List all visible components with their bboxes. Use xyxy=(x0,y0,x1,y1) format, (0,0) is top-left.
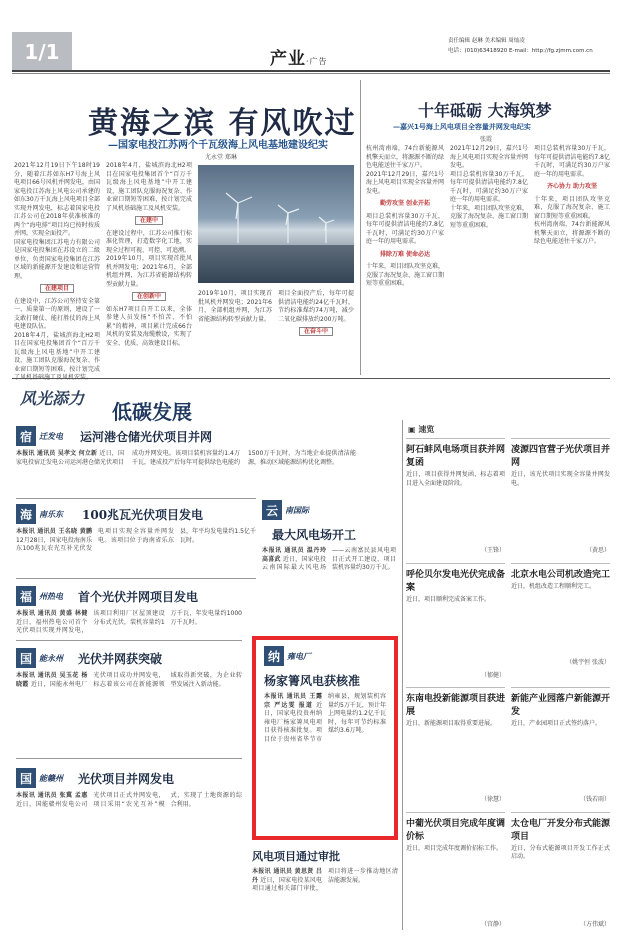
right-top-byline: 张霞 xyxy=(480,136,493,143)
item-text: 近日，国家电投宿迁发电公司运河港仓储光伏项目成功并网发电。该项目装机容量约1.4万千瓦，建成投产后每年可提供绿色电能约1500万千瓦时，为当地企业提供清洁能源，推动区域能源结构优化调整。 xyxy=(16,450,356,466)
right-top-sublabel-3: 齐心协力 助力攻坚 xyxy=(546,183,598,190)
highlight-box xyxy=(252,636,398,840)
item-suqian xyxy=(16,426,356,502)
divider-vertical-2 xyxy=(402,420,403,930)
item-byline: 本报讯 通讯员 吴玉花 杨晓霞 xyxy=(16,672,88,688)
section-divider xyxy=(12,378,610,379)
lead-byline: 尤永堂 郑琳 xyxy=(205,154,237,161)
lead-col-2: 2018年4月，盐城滨海北H2项目在国家电投集团首个“百万千瓦级海上风电基地”中开工建设，施工团队克服海况复杂、作业窗口期短等困难，按计划完成了风机基础施工及风机安装。 在建中 在建设过程中，江苏公司推行标准化管理，打造数字化工地，实现全过程可视、可控、可追溯。 2019年10月，项目实现首批风机并网发电；2021年6月，全部机组并网，为江苏省能源结构转型贡献力量。 在创新中 如东H7项目自开工以来，全体参建人员发扬“不怕苦、不怕累”的精神，项目累计完成66台风机的安装及海缆敷设，实现了安全、优质、高效建设目标。 xyxy=(106,162,192,347)
quick-news-item: 凌源四官营子光伏项目并网 近日，该光伏项目实现全容量并网发电。 （黄思） xyxy=(511,438,610,559)
quick-news-item: 北京水电公司机改造完工 近日，机组改造工程顺利完工。 （姚宇恒 张波） xyxy=(511,563,610,684)
wind-turbines-icon xyxy=(198,165,354,283)
city-name: 迁发电 xyxy=(39,431,63,441)
item-byline: 本报讯 通讯员 温丹玲 高喜武 xyxy=(262,547,326,563)
low-carbon-title: 低碳发展 xyxy=(112,400,192,424)
item-wind-approval xyxy=(252,848,398,940)
highlight-byline: 本报讯 通讯员 王露宗 严达雯 报道 xyxy=(264,693,322,709)
quick-news-byline: （姚宇恒 张波） xyxy=(566,658,610,666)
city-name: 州热电 xyxy=(39,591,63,601)
section-title: 产业·广告 xyxy=(270,49,328,69)
item-divider xyxy=(16,640,242,641)
box-label-2: 在建中 xyxy=(135,216,163,225)
quick-news-title: 太仓电厂开发分布式能源项目 xyxy=(511,818,611,842)
city-badge: 云 xyxy=(262,500,282,520)
quick-news-byline: （郁健） xyxy=(480,671,505,679)
right-top-col-3: 项目总装机容量30万千瓦，每年可提供清洁电能约7.8亿千瓦时，可满足约30万户家庭一年的用电需求。 齐心协力 助力攻坚 十年来，项目团队攻坚克难，克服了海况复杂、施工窗口期短等重重困难。 杭州湾南端，74台新能源风机擎天而立，将源源不断的绿色电能送往千家万户。 xyxy=(534,145,610,245)
section-suffix: ·广告 xyxy=(306,57,328,66)
right-top-title: 十年砥砺 大海筑梦 xyxy=(418,101,552,120)
item-title: 运河港仓储光伏项目并网 xyxy=(80,429,213,444)
highlight-title: 杨家箐风电获核准 xyxy=(264,674,361,688)
quick-news-byline: （徐慧） xyxy=(480,796,505,803)
item-byline: 本报讯 通讯员 吴孝文 何立新 xyxy=(16,450,98,457)
item-text: 近日，福州热电公司首个光伏项目实现并网发电，该项目利用厂区屋顶建设分布式光伏，装机容量约1万千瓦，年发电量约1000万千瓦时。 xyxy=(16,610,242,634)
right-top-sublabel-2: 排除万难 使命必达 xyxy=(379,250,431,258)
editors-line: 责任编辑 赵琳 美术编辑 周灿凌 xyxy=(448,38,525,44)
city-badge: 宿 xyxy=(16,426,36,446)
item-title: 最大风电场开工 xyxy=(272,528,357,542)
city-badge: 纳 xyxy=(264,646,284,666)
item-byline: 本报讯 通讯员 王名晓 黄鹏 xyxy=(16,528,92,535)
city-name: 能永州 xyxy=(39,653,63,663)
item-fuzhou xyxy=(16,586,242,654)
header-rule-thin xyxy=(12,73,610,74)
box-label-3: 在创新中 xyxy=(132,292,166,301)
quick-news-byline: （宫静） xyxy=(480,920,505,928)
quick-news-item: 呼伦贝尔发电光伏完成备案 近日，项目顺利完成备案工作。 （郁健） xyxy=(406,563,505,684)
divider-vertical xyxy=(360,80,361,375)
item-title: 风电项目通过审批 xyxy=(252,850,340,863)
item-title: 光伏项目并网发电 xyxy=(78,771,175,786)
quick-news-grid xyxy=(406,438,610,932)
item-title: 100兆瓦光伏项目发电 xyxy=(82,507,204,522)
quick-news-item: 太仓电厂开发分布式能源项目 近日，分布式能源项目开发工作正式启动。 （方伟斌） xyxy=(511,812,610,933)
quick-news-byline: （黄思） xyxy=(585,547,610,554)
item-text: 12月28日，国家电投海南乐东100兆瓦农光互补光伏发电项目实现全容量并网发电。该项目位于海南省乐东县，年平均发电量约1.5亿千瓦时。 xyxy=(16,528,256,552)
quick-news-title: 呼伦贝尔发电光伏完成备案 xyxy=(406,569,506,593)
quick-news-item: 新能产业园落户新能源开发 近日，产业园项目正式签约落户。 （钱若雨） xyxy=(511,687,610,808)
quick-news-title: 北京水电公司机改造完工 xyxy=(511,569,611,580)
city-name: 南乐东 xyxy=(39,509,63,519)
item-byline: 本报讯 通讯员 黄盛 林健 xyxy=(16,610,88,617)
right-top-subtitle: —嘉兴1号海上风电项目全容量并网发电纪实 xyxy=(393,123,531,131)
item-text: 近日，国家电投某风电项目通过相关部门审批，项目将进一步推动地区清洁能源发展。 xyxy=(252,868,398,892)
quick-news-item: 阿石蚌风电场项目获并网复函 近日，项目获得并网复函，标志着项目进入全面建设阶段。 （王锋） xyxy=(406,438,505,559)
contact-line: 电话：(010)63418920 E-mail：http://fg.zjmm.com.cn xyxy=(448,48,593,54)
quick-news-label: ▣ 速览 xyxy=(408,425,435,434)
quick-news-title: 阿石蚌风电场项目获并网复函 xyxy=(406,445,506,468)
header-rule xyxy=(12,70,610,72)
quick-news-byline: （方伟斌） xyxy=(579,920,610,928)
item-hainan xyxy=(16,504,256,586)
item-divider xyxy=(16,758,242,759)
city-name: 雍电厂 xyxy=(287,651,311,661)
lead-col-4: 项目全面投产后，每年可提供清洁电能约24亿千瓦时，节约标准煤约74万吨，减少二氧化碳排放约200万吨。 在奋斗中 xyxy=(278,290,354,335)
lead-subtitle: —国家电投江苏两个千瓦级海上风电基地建设纪实 xyxy=(108,140,328,151)
item-ganzhou xyxy=(16,768,242,932)
item-divider xyxy=(16,498,256,499)
item-divider xyxy=(16,578,256,579)
quick-news-title: 东南电投新能源项目获进展 xyxy=(406,694,506,717)
item-text: 近日，国家电投云南国际最大风电场——云南富民县风电项目正式开工建设，项目装机容量约30万千瓦。 xyxy=(262,547,396,571)
quick-news-title: 中葡光伏项目完成年度调价标 xyxy=(406,818,506,842)
quick-news-item: 东南电投新能源项目获进展 近日，新能源项目取得重要进展。 （徐慧） xyxy=(406,687,505,808)
city-badge: 国 xyxy=(16,648,36,668)
wind-farm-photo xyxy=(198,165,354,283)
city-badge: 国 xyxy=(16,768,36,788)
item-text: 近日，国能赣州发电公司光伏项目正式并网发电，项目采用“农光互补”模式，实现了土地资源的综合利用。 xyxy=(16,792,242,808)
item-title: 光伏并网获突破 xyxy=(78,651,163,666)
city-badge: 福 xyxy=(16,586,36,606)
lead-title: 黄海之滨 有风吹过 xyxy=(88,106,357,141)
highlight-text: 近日，国家电投贵州纳雍电厂杨家箐风电项目获得核准批复。项目位于贵州省毕节市纳雍县，规划装机容量约5万千瓦，预计年上网电量约1.2亿千瓦时，每年可节约标准煤约3.6万吨。 xyxy=(264,693,386,743)
editor-info xyxy=(448,36,608,54)
item-title: 首个光伏并网项目发电 xyxy=(78,589,199,604)
city-badge: 海 xyxy=(16,504,36,524)
city-name: 能赣州 xyxy=(39,773,63,783)
quick-news-item: 中葡光伏项目完成年度调价标 近日，项目完成年度调价招标工作。 （宫静） xyxy=(406,812,505,933)
low-carbon-banner: 风光添力 xyxy=(20,389,85,408)
quick-news-title: 新能产业园落户新能源开发 xyxy=(511,694,611,717)
quick-news-byline: （钱若雨） xyxy=(579,796,610,803)
right-top-col-1: 杭州湾南端，74台新能源风机擎天而立，将源源不断的绿色电能送往千家万户。 2021年12月29日，嘉兴1号海上风电项目实现全容量并网发电。 勤劳攻坚 创业开拓 项目总装机容量30万千瓦，每年可提供清洁电能约7.8亿千瓦时，可满足约30万户家庭一年的用电需求。 排除万难 使命必达 十年来，项目团队攻坚克难，克服了海况复杂、施工窗口期短等重重困难。 xyxy=(366,145,445,287)
box-label-4: 在奋斗中 xyxy=(299,327,333,336)
city-name: 南国际 xyxy=(285,505,309,515)
page-number: 1/1 xyxy=(24,40,60,64)
item-byline: 本报讯 通讯员 张冀 孟惠 xyxy=(16,792,88,799)
lead-col-1: 2021年12月19日下午18时19分，随着江苏如东H7号海上风电项目66号风机并网发电，由国家电投江苏海上风电公司承建的如东30万千瓦海上风电项目全部实现并网发电，标志着国家电投江苏公司在2018年获准核准的两个“海电排”项目均已按时按质并网，实现全面投产。 国家电投集团江苏电力有限公司是国家电投集团在苏设立的二级单位，负责国家电投集团在江苏区域的新能源开发建设和运营管理。 在建项目 在建设中，江苏公司坚持安全第一、质量第一的原则，建设了一支敢打硬仗、能打胜仗的海上风电建设队伍。 2018年4月，盐城滨海北H2项目在国家电投集团首个“百万千瓦级海上风电基地”中开工建设，施工团队克服海况复杂、作业窗口期短等困难，按计划完成 xyxy=(14,162,100,373)
quick-news-title: 凌源四官营子光伏项目并网 xyxy=(511,445,611,468)
box-label-1: 在建项目 xyxy=(40,284,74,293)
item-byline: 本报讯 通讯员 黄思贤 吕丹 xyxy=(252,868,322,884)
quick-news-byline: （王锋） xyxy=(480,547,505,554)
item-text: 近日，国能永州电厂光伏项目成功并网发电，标志着该公司在新能源领域取得新突破，为企业转型发展注入新动能。 xyxy=(30,672,242,688)
right-top-col-2: 2021年12月29日，嘉兴1号海上风电项目实现全容量并网发电。 项目总装机容量30万千瓦，每年可提供清洁电能约7.8亿千瓦时，可满足约30万户家庭一年的用电需求。 十年来，项目团队攻坚克难，克服了海况复杂、施工窗口期短等重重困难。 xyxy=(450,145,529,229)
page-number-badge xyxy=(12,32,72,72)
right-top-sublabel-1: 勤劳攻坚 创业开拓 xyxy=(379,200,431,207)
lead-col-3: 2019年10月，项目实现首批风机并网发电；2021年6月，全部机组并网，为江苏省能源结构转型贡献力量。 xyxy=(198,290,272,323)
item-yongzhou xyxy=(16,648,242,768)
